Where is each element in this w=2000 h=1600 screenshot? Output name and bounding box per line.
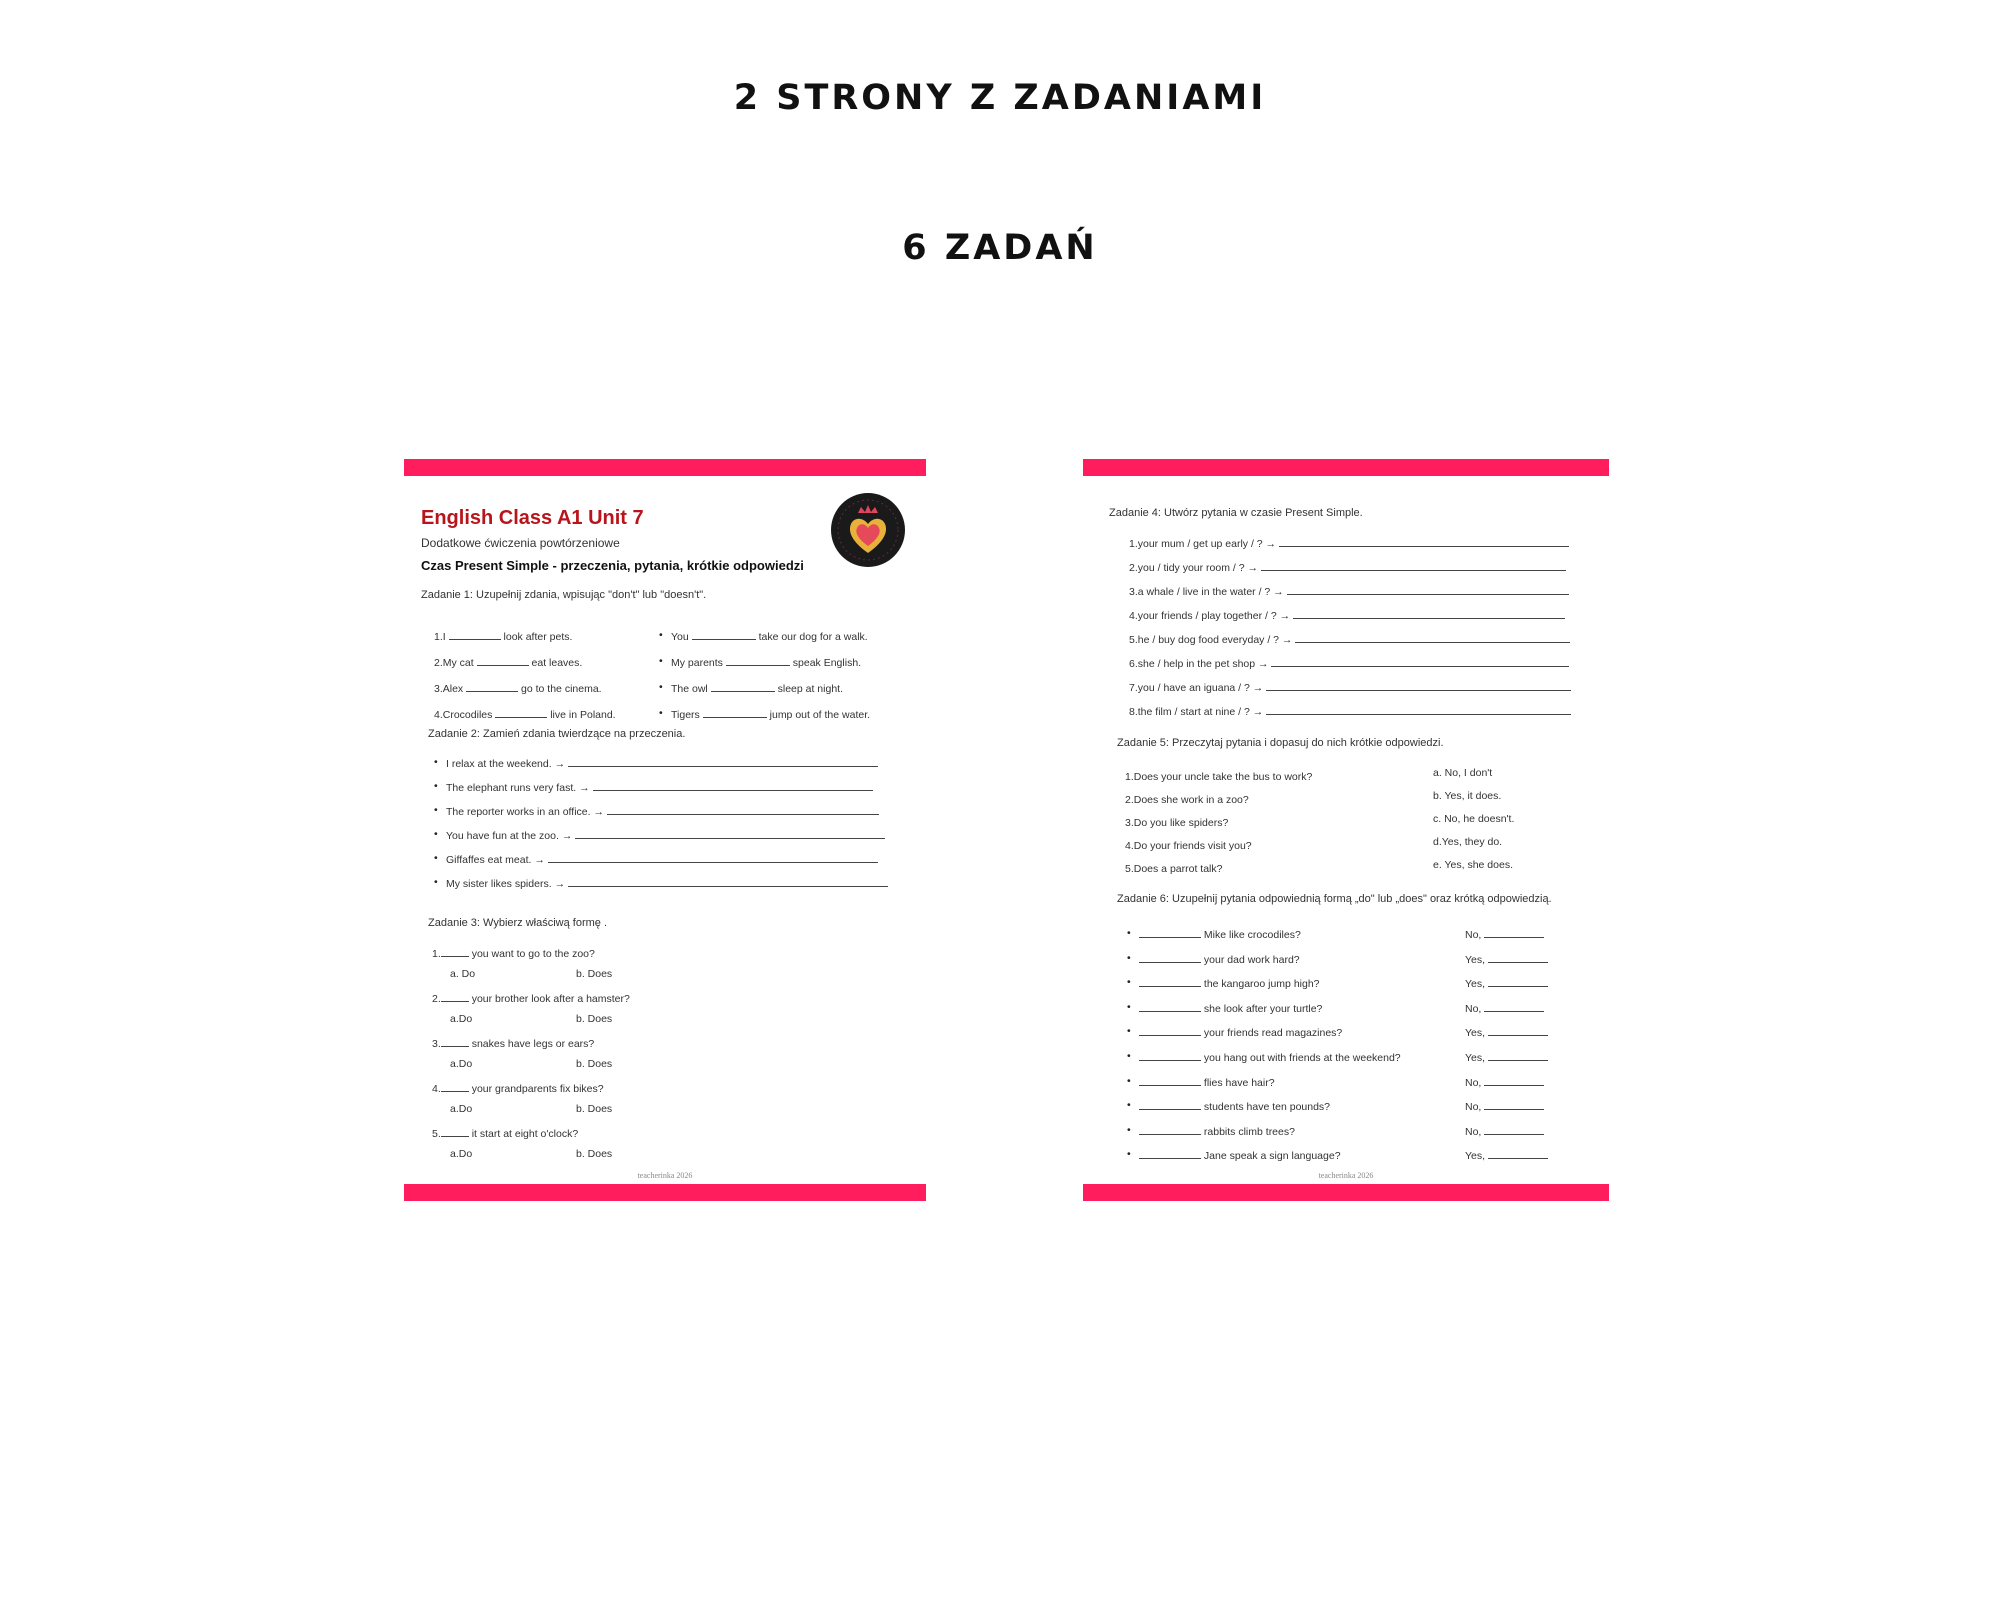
- option-b[interactable]: b. Does: [576, 1058, 613, 1070]
- sentence-end: eat leaves.: [531, 657, 583, 669]
- ex6-short-answer: [1465, 1025, 1548, 1040]
- question-prompt: 2.you / tidy your room / ? →: [1129, 562, 1258, 574]
- ex1-right-sentence: [671, 655, 861, 670]
- question-prompt: 5.he / buy dog food everyday / ? →: [1129, 634, 1293, 646]
- question-text: students have ten pounds?: [1203, 1101, 1331, 1114]
- ex1-right-sentence: [671, 681, 843, 696]
- ex3-question: [432, 991, 630, 1006]
- ex3-question: [432, 1036, 594, 1051]
- sentence-text: Giffaffes eat meat.: [446, 854, 532, 866]
- answer-blank[interactable]: [1139, 1025, 1201, 1036]
- answer-blank[interactable]: [1139, 1050, 1201, 1061]
- answer-word: Yes,: [1465, 1150, 1486, 1163]
- answer-blank[interactable]: [1484, 1099, 1544, 1110]
- ex4-question: [1129, 680, 1571, 695]
- ex6-question: [1139, 976, 1320, 991]
- answer-blank[interactable]: [1139, 1148, 1201, 1159]
- ex5-question: 5.Does a parrot talk?: [1125, 863, 1223, 875]
- ex5-question: 2.Does she work in a zoo?: [1125, 794, 1249, 806]
- headline-tasks: 6 ZADAŃ: [902, 228, 1098, 268]
- sentence-start: Tigers: [671, 709, 700, 721]
- answer-blank[interactable]: [1484, 1124, 1544, 1135]
- ex4-question: [1129, 536, 1569, 551]
- answer-blank[interactable]: [1279, 536, 1569, 547]
- arrow-icon: →: [593, 806, 605, 818]
- ex2-sentence: [446, 852, 878, 867]
- answer-blank[interactable]: [1293, 608, 1565, 619]
- answer-blank[interactable]: [1271, 656, 1569, 667]
- exercise-6-title: Zadanie 6: Uzupełnij pytania odpowiednią formą „do" lub „does" oraz krótką odpowiedzią.: [1117, 893, 1552, 905]
- ex6-short-answer: [1465, 1099, 1544, 1114]
- answer-blank[interactable]: [466, 681, 518, 692]
- ex4-question: [1129, 632, 1570, 647]
- ex4-question: [1129, 656, 1569, 671]
- ex6-short-answer: [1465, 927, 1544, 942]
- ex6-question: [1139, 1124, 1295, 1139]
- ex6-short-answer: [1465, 1050, 1548, 1065]
- answer-blank[interactable]: [1484, 1001, 1544, 1012]
- ex5-question: 4.Do your friends visit you?: [1125, 840, 1252, 852]
- sentence-end: speak English.: [792, 657, 862, 669]
- page-footer: teacherinka 2026: [637, 1171, 693, 1180]
- answer-blank[interactable]: [441, 991, 469, 1002]
- document-title: English Class A1 Unit 7: [421, 507, 644, 529]
- sentence-end: live in Poland.: [550, 709, 616, 721]
- answer-blank[interactable]: [1139, 976, 1201, 987]
- answer-word: Yes,: [1465, 953, 1486, 966]
- sentence-start: My parents: [671, 657, 723, 669]
- page-footer: teacherinka 2026: [1318, 1171, 1374, 1180]
- sentence-end: look after pets.: [503, 631, 573, 643]
- accent-bar-bottom: [404, 1184, 926, 1201]
- answer-word: No,: [1465, 1076, 1482, 1089]
- answer-blank[interactable]: [1484, 1075, 1544, 1086]
- sentence-start: 3.Alex: [434, 683, 464, 695]
- answer-blank[interactable]: [607, 804, 879, 815]
- answer-blank[interactable]: [568, 756, 878, 767]
- document-heading: Czas Present Simple - przeczenia, pytania, krótkie odpowiedzi: [421, 558, 804, 573]
- answer-blank[interactable]: [1287, 584, 1569, 595]
- ex4-question: [1129, 704, 1571, 719]
- answer-word: Yes,: [1465, 1027, 1486, 1040]
- arrow-icon: →: [561, 830, 573, 842]
- answer-word: Yes,: [1465, 1052, 1486, 1064]
- exercise-3-title: Zadanie 3: Wybierz właściwą formę .: [428, 917, 608, 929]
- question-text: rabbits climb trees?: [1203, 1125, 1295, 1138]
- ex6-question: [1139, 1050, 1401, 1065]
- ex6-question: [1139, 1001, 1322, 1016]
- ex1-left-sentence: [434, 655, 582, 670]
- ex2-sentence: [446, 780, 873, 795]
- question-prompt: 6.she / help in the pet shop →: [1129, 658, 1269, 670]
- answer-blank[interactable]: [1139, 1075, 1201, 1086]
- exercise-4-title: Zadanie 4: Utwórz pytania w czasie Present Simple.: [1109, 507, 1363, 519]
- ex4-question: [1129, 560, 1566, 575]
- answer-blank[interactable]: [1139, 927, 1201, 938]
- ex1-left-sentence: [434, 681, 602, 696]
- ex5-answer: d.Yes, they do.: [1433, 836, 1503, 848]
- answer-blank[interactable]: [441, 1126, 469, 1137]
- accent-bar-bottom: [1083, 1184, 1609, 1201]
- question-text: she look after your turtle?: [1203, 1002, 1323, 1015]
- sentence-text: I relax at the weekend.: [446, 758, 552, 770]
- question-number: 4.: [432, 1083, 441, 1095]
- question-text: your dad work hard?: [1203, 953, 1300, 966]
- ex6-question: [1139, 952, 1300, 967]
- answer-blank[interactable]: [477, 655, 529, 666]
- answer-blank[interactable]: [1488, 1148, 1548, 1159]
- question-text: your friends read magazines?: [1203, 1027, 1343, 1040]
- arrow-icon: →: [554, 758, 566, 770]
- heart-crown-icon: [831, 493, 905, 567]
- question-text: you want to go to the zoo?: [471, 948, 595, 960]
- sentence-start: The owl: [671, 683, 708, 695]
- sentence-end: go to the cinema.: [521, 683, 602, 695]
- ex6-question: [1139, 1075, 1275, 1090]
- sentence-text: You have fun at the zoo.: [446, 830, 559, 842]
- question-number: 1.: [432, 948, 441, 960]
- answer-word: No,: [1465, 1101, 1482, 1114]
- answer-blank[interactable]: [703, 707, 767, 718]
- ex6-question: [1139, 927, 1301, 942]
- ex5-question: 3.Do you like spiders?: [1125, 817, 1229, 829]
- sentence-end: sleep at night.: [777, 683, 843, 695]
- answer-blank[interactable]: [548, 852, 878, 863]
- answer-blank[interactable]: [692, 629, 756, 640]
- answer-blank[interactable]: [1139, 1124, 1201, 1135]
- option-b[interactable]: b. Does: [576, 1013, 613, 1025]
- ex6-question: [1139, 1025, 1342, 1040]
- document-subtitle: Dodatkowe ćwiczenia powtórzeniowe: [421, 536, 620, 550]
- sentence-end: take our dog for a walk.: [758, 631, 868, 643]
- ex6-short-answer: [1465, 1001, 1544, 1016]
- answer-blank[interactable]: [1488, 1025, 1548, 1036]
- question-prompt: 1.your mum / get up early / ? →: [1129, 538, 1277, 550]
- ex6-question: [1139, 1099, 1330, 1114]
- question-text: the kangaroo jump high?: [1203, 978, 1320, 991]
- ex6-short-answer: [1465, 1124, 1544, 1139]
- option-b[interactable]: b. Does: [576, 1103, 613, 1115]
- answer-blank[interactable]: [1139, 1099, 1201, 1110]
- answer-blank[interactable]: [441, 1081, 469, 1092]
- answer-blank[interactable]: [575, 828, 885, 839]
- ex5-answer: a. No, I don't: [1433, 767, 1493, 779]
- question-prompt: 3.a whale / live in the water / ? →: [1129, 586, 1284, 598]
- answer-blank[interactable]: [1139, 952, 1201, 963]
- answer-blank[interactable]: [1488, 1050, 1548, 1061]
- question-number: 2.: [432, 993, 441, 1005]
- answer-blank[interactable]: [495, 707, 547, 718]
- ex6-short-answer: [1465, 1148, 1548, 1163]
- answer-blank[interactable]: [726, 655, 790, 666]
- sentence-start: 4.Crocodiles: [434, 709, 493, 721]
- ex5-question: 1.Does your uncle take the bus to work?: [1125, 771, 1313, 783]
- ex1-left-sentence: [434, 629, 572, 644]
- question-text: your brother look after a hamster?: [471, 993, 630, 1005]
- ex2-sentence: [446, 756, 878, 771]
- accent-bar-top: [404, 459, 926, 476]
- option-a[interactable]: a.Do: [450, 1148, 473, 1160]
- option-a[interactable]: a. Do: [450, 968, 476, 980]
- sentence-text: My sister likes spiders.: [446, 878, 552, 890]
- question-prompt: 4.your friends / play together / ? →: [1129, 610, 1291, 622]
- ex1-right-sentence: [671, 707, 870, 722]
- exercise-2-title: Zadanie 2: Zamień zdania twierdzące na przeczenia.: [428, 728, 686, 740]
- question-text: your grandparents fix bikes?: [471, 1083, 604, 1095]
- arrow-icon: →: [579, 782, 590, 794]
- answer-blank[interactable]: [711, 681, 775, 692]
- answer-blank[interactable]: [1266, 704, 1571, 715]
- answer-blank[interactable]: [1139, 1001, 1201, 1012]
- question-number: 3.: [432, 1038, 441, 1050]
- ex6-short-answer: [1465, 976, 1548, 991]
- question-text: snakes have legs or ears?: [471, 1038, 595, 1050]
- ex2-sentence: [446, 876, 888, 891]
- option-b[interactable]: b. Does: [576, 1148, 613, 1160]
- option-b[interactable]: b. Does: [576, 968, 613, 980]
- question-number: 5.: [432, 1128, 441, 1140]
- answer-word: No,: [1465, 929, 1482, 941]
- exercise-1-title: Zadanie 1: Uzupełnij zdania, wpisując "don't" lub "doesn't".: [421, 589, 707, 601]
- option-a[interactable]: a.Do: [450, 1058, 473, 1070]
- question-text: Jane speak a sign language?: [1203, 1150, 1341, 1163]
- ex1-right-sentence: [671, 629, 868, 644]
- ex1-left-sentence: [434, 707, 616, 722]
- option-a[interactable]: a.Do: [450, 1103, 473, 1115]
- answer-blank[interactable]: [1261, 560, 1566, 571]
- question-text: Mike like crocodiles?: [1203, 929, 1301, 941]
- ex5-answer: c. No, he doesn't.: [1433, 813, 1515, 825]
- ex4-question: [1129, 608, 1565, 623]
- answer-word: No,: [1465, 1125, 1482, 1138]
- sentence-text: The reporter works in an office.: [446, 806, 591, 818]
- answer-word: Yes,: [1465, 978, 1486, 991]
- arrow-icon: →: [554, 878, 566, 890]
- accent-bar-top: [1083, 459, 1609, 476]
- sentence-text: The elephant runs very fast.: [446, 782, 577, 794]
- answer-blank[interactable]: [1484, 927, 1544, 938]
- question-text: flies have hair?: [1203, 1076, 1275, 1089]
- ex3-question: [432, 946, 595, 961]
- answer-blank[interactable]: [593, 780, 873, 791]
- ex6-short-answer: [1465, 952, 1548, 967]
- ex6-short-answer: [1465, 1075, 1544, 1090]
- ex3-question: [432, 1081, 604, 1096]
- option-a[interactable]: a.Do: [450, 1013, 473, 1025]
- sentence-start: 2.My cat: [434, 657, 474, 669]
- ex3-question: [432, 1126, 578, 1141]
- sentence-start: You: [671, 631, 689, 643]
- answer-blank[interactable]: [1266, 680, 1571, 691]
- exercise-5-title: Zadanie 5: Przeczytaj pytania i dopasuj do nich krótkie odpowiedzi.: [1117, 737, 1444, 749]
- ex5-answer: b. Yes, it does.: [1433, 790, 1502, 802]
- answer-blank[interactable]: [449, 629, 501, 640]
- answer-blank[interactable]: [1488, 952, 1548, 963]
- question-text: it start at eight o'clock?: [471, 1128, 579, 1140]
- ex2-sentence: [446, 828, 885, 843]
- answer-blank[interactable]: [441, 946, 469, 957]
- question-text: you hang out with friends at the weekend?: [1203, 1052, 1401, 1064]
- ex5-answer: e. Yes, she does.: [1433, 859, 1513, 871]
- worksheet-page-2: [1083, 459, 1609, 1201]
- answer-blank[interactable]: [1488, 976, 1548, 987]
- ex2-sentence: [446, 804, 879, 819]
- worksheet-page-1: [404, 459, 926, 1201]
- sentence-end: jump out of the water.: [769, 709, 871, 721]
- sentence-start: 1.I: [434, 631, 446, 643]
- ex4-question: [1129, 584, 1569, 599]
- arrow-icon: →: [534, 854, 545, 866]
- answer-blank[interactable]: [1295, 632, 1570, 643]
- headline-pages: 2 STRONY Z ZADANIAMI: [733, 78, 1267, 118]
- question-prompt: 8.the film / start at nine / ? →: [1129, 706, 1264, 718]
- answer-blank[interactable]: [441, 1036, 469, 1047]
- answer-word: No,: [1465, 1002, 1482, 1015]
- answer-blank[interactable]: [568, 876, 888, 887]
- question-prompt: 7.you / have an iguana / ? →: [1129, 682, 1264, 694]
- ex6-question: [1139, 1148, 1341, 1163]
